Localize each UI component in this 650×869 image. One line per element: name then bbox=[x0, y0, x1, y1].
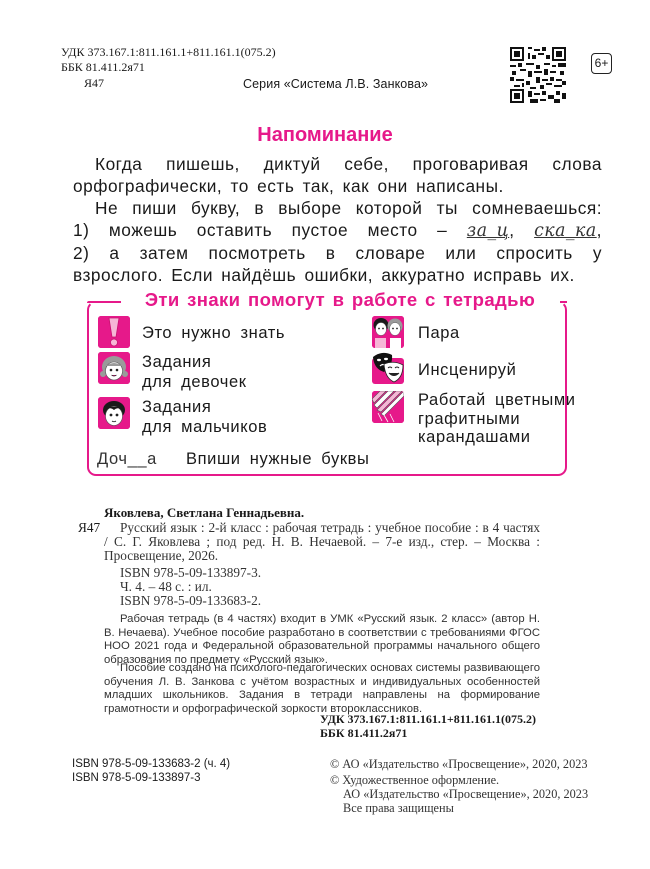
bib-description: Русский язык : 2-й класс : рабочая тетрадь : учебное пособие : в 4 частях / С. Г. Яковлева ; под ред. Н. В. Нечаевой. – 7-е изд., стер. – Москва : Просвещение, 2026. bbox=[104, 520, 540, 563]
legend-label-pencils bbox=[418, 391, 576, 447]
legend-label-line: для девочек bbox=[142, 373, 247, 391]
annotation-1: Рабочая тетрадь (в 4 частях) входит в УМК «Русский язык. 2 класс» (автор Н. В. Нечаева). Учебное пособие разработано в соответствии с требованиями ФГОС НОО 2021 года и Федеральной образовательной программы начального общего образования по предмету «Русский язык». bbox=[104, 613, 540, 666]
footer-isbn-set: ISBN 978-5-09-133897-3 bbox=[72, 772, 201, 784]
legend-label-line: графитными bbox=[418, 409, 521, 428]
footer-isbn-part: ISBN 978-5-09-133683-2 (ч. 4) bbox=[72, 758, 231, 770]
gap-label: Впиши нужные буквы bbox=[186, 450, 370, 468]
reminder-option-1: 1) можешь оставить пустое место – bbox=[73, 220, 448, 240]
legend-box-border bbox=[87, 301, 121, 303]
theater-masks-icon bbox=[372, 352, 404, 384]
reminder-option-2: 2) а затем посмотреть в словаре или спросить у взрослого. Если найдёшь ошибки, аккуратно исправь их. bbox=[73, 243, 602, 285]
legend-label-line: Работай цветными bbox=[418, 391, 576, 409]
bib-udk: УДК 373.167.1:811.161.1+811.161.1(075.2) bbox=[320, 712, 537, 726]
annotation-2: Пособие создано на психолого-педагогических основах системы развивающего обучения Л. В. Занкова с учётом возрастных и индивидуальных особенностей младших школьников. Задания в тетради направлены на формирование грамотности и орфографической зоркости второклассников. bbox=[104, 662, 540, 715]
author-mark: Я47 bbox=[84, 76, 105, 90]
reminder-paragraph-2 bbox=[73, 197, 602, 286]
pencils-icon bbox=[372, 391, 404, 423]
age-rating-badge: 6+ bbox=[591, 53, 612, 74]
bib-isbn-part: ISBN 978-5-09-133683-2. bbox=[120, 593, 262, 608]
separator: , bbox=[509, 220, 515, 240]
bib-bbk: ББК 81.411.2я71 bbox=[320, 726, 408, 740]
legend-label-line: для мальчиков bbox=[142, 418, 268, 436]
rights-reserved: Все права защищены bbox=[343, 801, 454, 815]
legend-label-boys bbox=[142, 397, 267, 437]
bbk-code: ББК 81.411.2я71 bbox=[61, 60, 145, 74]
bib-author: Яковлева, Светлана Геннадьевна. bbox=[104, 505, 305, 520]
handwritten-example-1: за_ц bbox=[466, 221, 510, 241]
reminder-title: Напоминание bbox=[257, 124, 393, 146]
boy-icon bbox=[98, 397, 130, 429]
reminder-line: Не пиши букву, в выборе которой ты сомневаешься: bbox=[95, 198, 602, 218]
legend-label-pair: Пара bbox=[418, 324, 460, 342]
bib-part: Ч. 4. – 48 с. : ил. bbox=[120, 579, 212, 594]
copyright-design: © Художественное оформление. bbox=[330, 773, 500, 787]
legend-box-border bbox=[560, 301, 567, 303]
legend-label-line: карандашами bbox=[418, 428, 531, 446]
handwritten-example-2: ска_ка bbox=[534, 221, 597, 241]
legend-label-line: Задания bbox=[142, 398, 212, 416]
legend-label-line: Задания bbox=[142, 353, 212, 371]
udk-code: УДК 373.167.1:811.161.1+811.161.1(075.2) bbox=[61, 45, 276, 59]
bib-isbn-set: ISBN 978-5-09-133897-3. bbox=[120, 565, 262, 580]
pair-icon bbox=[372, 316, 404, 348]
legend-label-stage: Инсценируй bbox=[418, 361, 517, 379]
copyright-publisher: © АО «Издательство «Просвещение», 2020, 2023 bbox=[330, 757, 588, 771]
reminder-line-examples bbox=[73, 219, 602, 242]
qr-code-icon[interactable] bbox=[510, 47, 566, 103]
copyright-design-holder: АО «Издательство «Просвещение», 2020, 2023 bbox=[343, 787, 589, 801]
reminder-paragraph-1: Когда пишешь, диктуй себе, проговаривая слова орфографически, то есть так, как они написаны. bbox=[73, 154, 602, 196]
girl-icon bbox=[98, 352, 130, 384]
gap-example: Доч__а bbox=[97, 450, 157, 468]
exclamation-icon bbox=[98, 316, 130, 348]
bib-code: Я47 bbox=[78, 520, 101, 535]
legend-label-girls bbox=[142, 352, 247, 392]
series-title: Серия «Система Л.В. Занкова» bbox=[243, 77, 429, 91]
separator: , bbox=[596, 220, 602, 240]
legend-title: Эти знаки помогут в работе с тетрадью bbox=[122, 289, 558, 311]
legend-label-know: Это нужно знать bbox=[142, 324, 286, 342]
